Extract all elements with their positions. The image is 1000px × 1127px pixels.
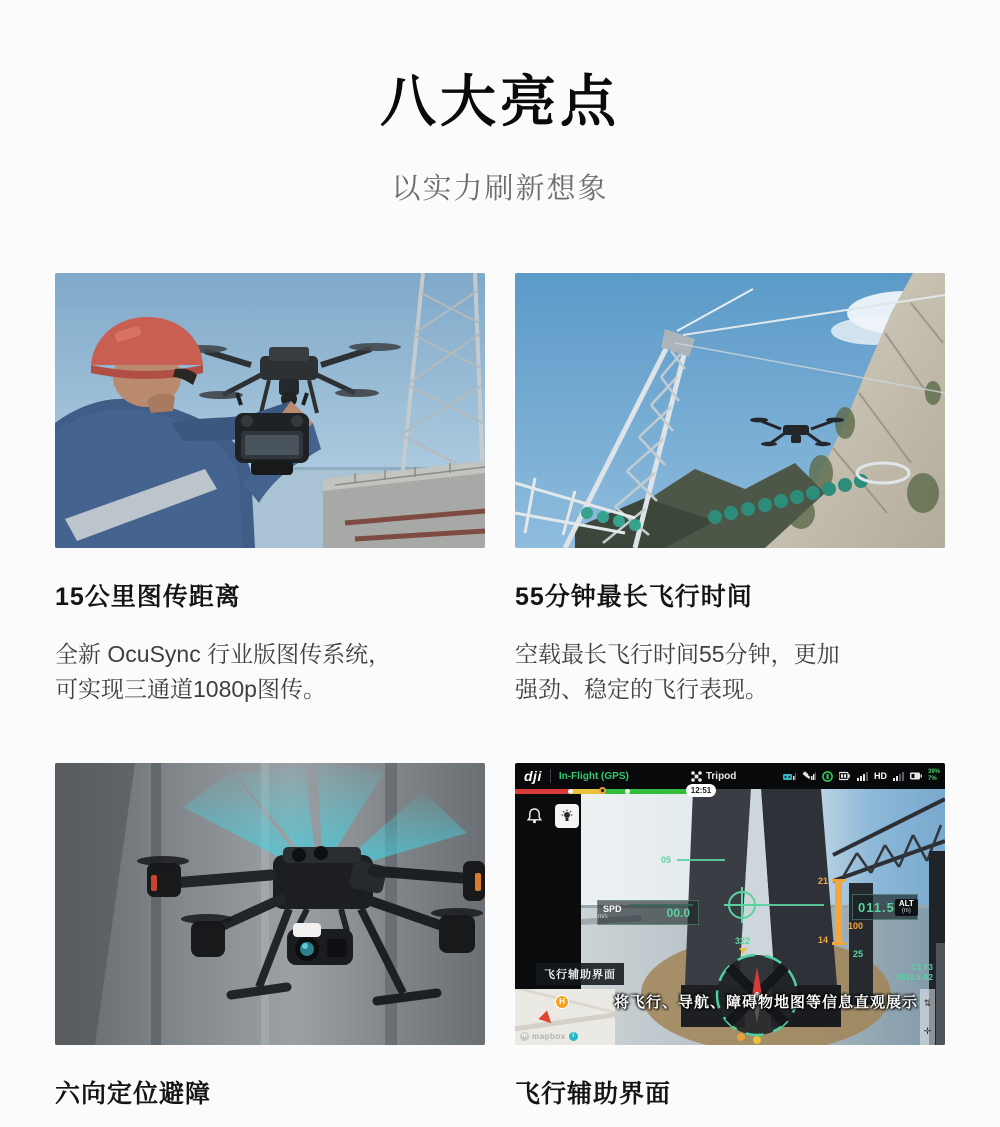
page-subtitle: 以实力刷新想象 [391,173,609,205]
map-attribution [520,1032,578,1041]
compass-heading-value: 322 [735,936,751,946]
hud-depth-value: 25 [853,949,864,959]
altitude-chip [895,899,918,916]
battery-percent-1: 39% [927,769,940,775]
status-icon-cluster [783,769,945,783]
alt-tape-top-value: 21 [818,876,829,886]
photo-powerline-drone [515,273,945,548]
gimbal-pitch-icon: ⇅ [923,997,932,1008]
photo-obstacle-avoidance [55,763,485,1045]
dji-logo: dji [524,768,542,784]
avoidance-illustration [55,763,485,1045]
timeline-safe-segment [605,789,697,794]
hud-left-tick: 05 [661,855,672,865]
divider [550,769,551,783]
body-line: 全新 OcuSync 行业版图传系统， [55,641,392,667]
body-line: 强劲、稳定的飞行表现。 [515,676,768,702]
corner-line-2: 0011.5 A2 [896,973,933,982]
alert-bell-icon[interactable] [527,808,542,824]
highlight-heading-avoidance: 六向定位避障 [55,1080,212,1108]
hud-altitude-box [852,894,918,920]
highlight-card-avoidance [55,763,485,1110]
body-line: 空载最长飞行时间55分钟，更加 [515,641,840,667]
hd-link-bars-icon [893,772,904,781]
highlights-grid [0,273,1000,1110]
highlight-body-transmission [55,637,485,707]
speed-unit: m/s [598,914,608,920]
aircraft-battery-icon [910,771,922,781]
mapbox-logo-icon: m [521,1033,528,1039]
map-road [515,1011,615,1033]
flight-timer-pill: 12:51 [686,784,716,797]
mapbox-wordmark: mapbox [532,1032,566,1041]
gps-signal-icon [802,771,816,781]
dual-battery-icon [839,771,851,781]
timeline-marker-ring[interactable] [599,787,606,794]
speed-label: SPD [603,904,622,914]
body-line: 可实现三通道1080p图传。 [55,676,326,702]
zoom-control-icon: ✛ [923,1025,932,1036]
hud-bracket-line [677,859,725,861]
corner-line-1: C3 Y3 [910,963,933,972]
rc-link-bars-icon [857,772,868,781]
battery-health-icon [822,771,833,782]
speed-value: 00.0 [666,905,690,920]
home-point-marker: H [555,995,569,1009]
powerline-illustration [515,273,945,548]
battery-percent-stack [928,769,940,783]
hud-horizon-line-right [760,904,824,906]
map-info-icon[interactable]: i [569,1032,578,1041]
altitude-value: 011.5 [858,899,895,915]
highlight-heading-flighttime: 55分钟最长飞行时间 [515,583,753,611]
altitude-tape [835,881,842,943]
flight-mode-selector[interactable] [691,771,737,782]
compass-heading-caret-icon [739,948,747,954]
pilot-illustration [55,273,485,548]
timeline-dot [568,789,573,794]
timeline-critical-segment [515,789,572,794]
alt-tape-bottom-value: 14 [818,935,829,945]
highlight-heading-transmission: 15公里图传距离 [55,583,241,611]
hero-header [0,0,1000,207]
drone-mode-icon [691,771,702,782]
altitude-unit: (m) [901,907,911,914]
photo-pilot-drone [55,273,485,548]
flight-assist-ui-screenshot [515,763,945,1045]
highlight-heading-assist-ui: 飞行辅助界面 [515,1080,672,1108]
highlight-body-flighttime [515,637,945,707]
spotlight-button[interactable] [555,804,579,828]
hud-speed-box [597,900,699,925]
feature-caption-overlay: 将飞行、导航、障碍物地图等信息直观展示 [613,994,918,1011]
timeline-dot [625,789,630,794]
flight-status-text: In-Flight (GPS) [558,770,629,782]
battery-percent-2: 7% [927,776,937,782]
hd-link-label: HD [873,771,887,781]
highlight-card-transmission [55,273,485,707]
altitude-label: ALT [898,898,914,908]
flight-ui-topbar [515,763,945,789]
beacon-light-icon [560,809,574,823]
assist-panel-label: 飞行辅助界面 [536,963,624,985]
highlight-card-flighttime [515,273,945,707]
hud-reticle [728,891,756,919]
page-title: 八大亮点 [380,70,620,133]
alt-tape-aux-value: 100 [848,921,864,931]
highlight-card-assist-ui [515,763,945,1110]
flight-mode-label: Tripod [705,770,737,782]
rc-signal-icon [783,771,796,781]
hud-corner-readout [867,963,933,983]
